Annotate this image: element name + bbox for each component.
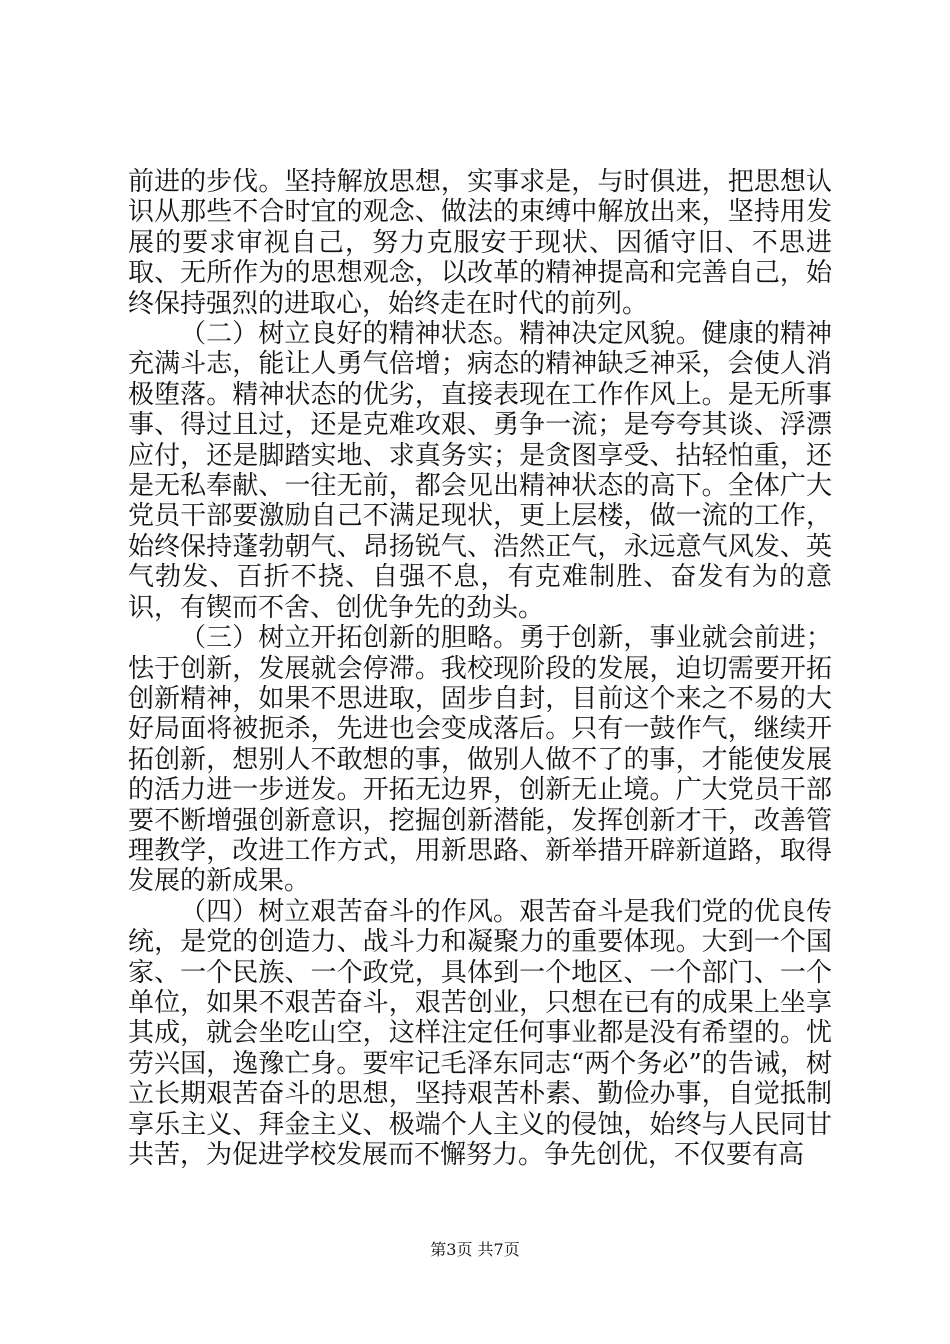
- paragraph-hard-work: （四）树立艰苦奋斗的作风。艰苦奋斗是我们党的优良传统，是党的创造力、战斗力和凝聚力的重要体现。大到一个国家、一个民族、一个政党，具体到一个地区、一个部门、一个单位，如果不艰苦奋斗，艰苦创业，只想在已有的成果上坐享其成，就会坐吃山空，这样注定任何事业都是没有希望的。忧劳兴国，逸豫亡身。要牢记毛泽东同志“两个务必”的告诫，树立长期艰苦奋斗的思想，坚持艰苦朴素、勤俭办事，自觉抵制享乐主义、拜金主义、极端个人主义的侵蚀，始终与人民同甘共苦，为促进学校发展而不懈努力。争先创优，不仅要有高: [128, 896, 832, 1170]
- paragraph-innovation: （三）树立开拓创新的胆略。勇于创新，事业就会前进；怯于创新，发展就会停滞。我校现阶段的发展，迫切需要开拓创新精神，如果不思进取，固步自封，目前这个来之不易的大好局面将被扼杀，先进也会变成落后。只有一鼓作气，继续开拓创新，想别人不敢想的事，做别人做不了的事，才能使发展的活力进一步迸发。开拓无边界，创新无止境。广大党员干部要不断增强创新意识，挖掘创新潜能，发挥创新才干，改善管理教学，改进工作方式，用新思路、新举措开辟新道路，取得发展的新成果。: [128, 623, 832, 897]
- paragraph-spirit-state: （二）树立良好的精神状态。精神决定风貌。健康的精神充满斗志，能让人勇气倍增；病态的精神缺乏神采，会使人消极堕落。精神状态的优劣，直接表现在工作作风上。是无所事事、得过且过，还是克难攻艰、勇争一流；是夸夸其谈、浮漂应付，还是脚踏实地、求真务实；是贪图享受、拈轻怕重，还是无私奉献、一往无前，都会见出精神状态的高下。全体广大党员干部要激励自己不满足现状，更上层楼，做一流的工作，始终保持蓬勃朝气、昂扬锐气、浩然正气，永远意气风发、英气勃发、百折不挠、自强不息，有克难制胜、奋发有为的意识，有锲而不舍、创优争先的劲头。: [128, 319, 832, 623]
- page-number-footer: 第3页 共7页: [430, 1240, 520, 1259]
- paragraph-continuation: 前进的步伐。坚持解放思想，实事求是，与时俱进，把思想认识从那些不合时宜的观念、做法的束缚中解放出来，坚持用发展的要求审视自己，努力克服安于现状、因循守旧、不思进取、无所作为的思想观念，以改革的精神提高和完善自己，始终保持强烈的进取心，始终走在时代的前列。: [128, 167, 832, 319]
- document-body: [128, 167, 832, 1170]
